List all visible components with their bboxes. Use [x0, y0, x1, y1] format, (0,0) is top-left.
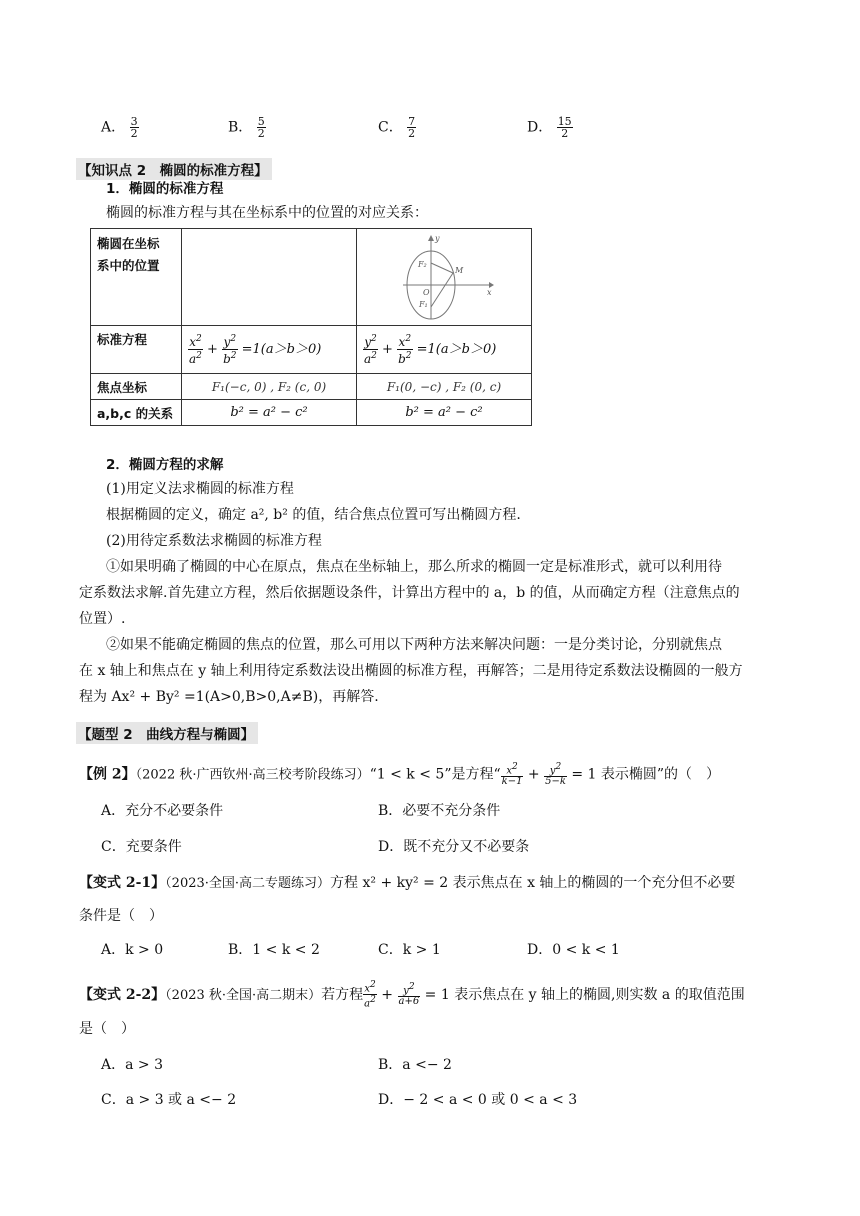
row-foci-label: 焦点坐标	[91, 374, 182, 400]
vertical-equation: $\frac{y^2}{a^2}$ + $\frac{x^2}{b^2}$ =1(a＞b＞0)	[357, 326, 532, 374]
method2-para1-line1: ①如果明确了椭圆的中心在原点，焦点在坐标轴上，那么所求的椭圆一定是标准形式，就可以利用待	[106, 559, 722, 575]
variant-tag: 【变式 2-1】	[79, 875, 166, 891]
ellipse-table	[90, 228, 532, 426]
vertical-relation: b² = a² − c²	[357, 400, 532, 426]
method1-body: 根据椭圆的定义，确定 a², b² 的值，结合焦点位置可写出椭圆方程.	[106, 507, 521, 523]
denominator: 2	[257, 127, 265, 140]
method2-para1-line2: 定系数法求解.首先建立方程，然后依据题设条件，计算出方程中的 a，b 的值，从而确定方程（注意焦点的	[79, 585, 740, 601]
y-label: y	[435, 234, 440, 243]
intro-text: 椭圆的标准方程与其在坐标系中的位置的对应关系：	[106, 205, 428, 221]
example2-option-b: B．必要不充分条件	[378, 803, 501, 819]
row-position-label	[91, 229, 182, 326]
horizontal-ellipse-cell	[182, 229, 357, 326]
variant22-option-b: B．a <− 2	[378, 1057, 452, 1073]
horizontal-foci: F₁(−c, 0) , F₂ (c, 0)	[182, 374, 357, 400]
question-text: “1 < k < 5”是方程“	[369, 766, 501, 783]
fraction	[557, 116, 573, 139]
origin-label: O	[423, 288, 430, 297]
variant22-question-line2: 是（ ）	[79, 1021, 135, 1037]
denominator: 2	[557, 127, 573, 139]
method1-title: (1)用定义法求椭圆的标准方程	[106, 481, 294, 497]
variant22-option-c: C．a > 3 或 a <− 2	[101, 1092, 237, 1108]
x-label: x	[487, 288, 492, 297]
option-letter: C．	[378, 119, 403, 136]
option-a	[101, 116, 139, 139]
example2-option-c: C．充要条件	[101, 839, 182, 855]
variant21-option-d: D．0 < k < 1	[527, 942, 620, 958]
variant21-option-b: B．1 < k < 2	[228, 942, 320, 958]
m-label: M	[455, 266, 464, 275]
example-tag: 【例 2】	[79, 766, 136, 783]
question-text: = 1 表示椭圆”的（ ）	[571, 766, 721, 783]
row-equation-label: 标准方程	[91, 326, 182, 374]
option-c	[378, 116, 416, 139]
vertical-foci: F₁(0, −c) , F₂ (0, c)	[357, 374, 532, 400]
option-letter: D．	[527, 119, 553, 136]
option-letter: B．	[228, 119, 253, 136]
method2-para2-line1: ②如果不能确定椭圆的焦点的位置，那么可用以下两种方法来解决问题：一是分类讨论，分别就焦点	[106, 637, 722, 653]
numerator: 5	[257, 115, 265, 128]
example2-question: 【例 2】（2022 秋·广西钦州·高三校考阶段练习）“1 < k < 5”是方程“ $\frac{x^2}{k-1}$ + $\frac{y^2}{5-k}$ = 1 表示椭圆”的（ ）	[79, 762, 721, 788]
numerator: 7	[408, 115, 416, 128]
horizontal-equation: $\frac{x^2}{a^2}$ + $\frac{y^2}{b^2}$ =1(a＞b＞0)	[182, 326, 357, 374]
variant21-question	[79, 873, 735, 894]
method2-para2-line2: 在 x 轴上和焦点在 y 轴上利用待定系数法设出椭圆的标准方程，再解答；二是用待定系数法设椭圆的一般方	[79, 663, 743, 679]
focal-radius-2	[431, 273, 453, 307]
f1-label: F₁	[419, 300, 428, 309]
fraction: $\frac{y^2}{5-k}$	[545, 762, 566, 788]
subheading-standard-equation: 1．椭圆的标准方程	[106, 181, 224, 197]
option-b	[228, 116, 266, 139]
option-letter: A．	[101, 119, 126, 136]
row-relation-label: a,b,c 的关系	[91, 400, 182, 426]
fraction: $\frac{x^2}{a^2}$	[364, 980, 376, 1010]
y-arrow	[428, 235, 434, 241]
horizontal-relation: b² = a² − c²	[182, 400, 357, 426]
fraction	[130, 116, 139, 139]
source: （2022 秋·广西钦州·高三校考阶段练习）	[135, 767, 370, 783]
example2-option-a: A．充分不必要条件	[101, 803, 224, 819]
denominator: 2	[408, 127, 416, 140]
method2-para2-line3: 程为 Ax² + By² =1(A>0,B>0,A≠B)，再解答.	[79, 689, 379, 705]
variant22-question: 【变式 2-2】（2023 秋·全国·高二期末）若方程 $\frac{x^2}{a^2}$ + $\frac{y^2}{a+6}$ = 1 表示焦点在 y 轴上的椭圆,则实数 a 的取值范围	[79, 980, 745, 1010]
x2-over-b2: $\frac{x^2}{b^2}$	[398, 334, 412, 366]
variant21-question-line2: 条件是（ ）	[79, 908, 163, 924]
numerator: 3	[130, 115, 138, 128]
variant22-option-d: D．− 2 < a < 0 或 0 < a < 3	[378, 1092, 578, 1108]
label-line: 系中的位置	[97, 258, 160, 273]
variant21-option-c: C．k > 1	[378, 942, 441, 958]
vertical-ellipse-cell	[357, 229, 532, 326]
fraction: $\frac{x^2}{k-1}$	[501, 762, 523, 788]
example2-option-d: D．既不充分又不必要条	[378, 839, 530, 855]
question-text: 方程 x² + ky² = 2 表示焦点在 x 轴上的椭圆的一个充分但不必要	[330, 875, 736, 891]
method2-para1-line3: 位置）.	[79, 611, 126, 627]
fraction	[407, 116, 416, 139]
numerator: 15	[557, 115, 572, 128]
option-d	[527, 116, 573, 139]
equation-tail: =1(a＞b＞0)	[416, 342, 497, 357]
question-text: = 1 表示焦点在 y 轴上的椭圆,则实数 a 的取值范围	[424, 986, 745, 1003]
question-text: 若方程	[321, 986, 364, 1003]
label-line: 椭圆在坐标	[97, 236, 160, 251]
subheading-solving: 2．椭圆方程的求解	[106, 457, 224, 473]
fraction	[257, 116, 266, 139]
equation-tail: =1(a＞b＞0)	[241, 342, 322, 357]
y2-over-a2: $\frac{y^2}{a^2}$	[364, 334, 377, 366]
y2-over-b2: $\frac{y^2}{b^2}$	[223, 334, 237, 366]
source: （2023·全国·高二专题练习）	[165, 876, 331, 891]
variant22-option-a: A．a > 3	[101, 1057, 163, 1073]
x2-over-a2: $\frac{x^2}{a^2}$	[189, 334, 202, 366]
vertical-ellipse-diagram	[397, 233, 497, 321]
variant21-option-a: A．k > 0	[101, 942, 164, 958]
type-heading: 【题型 2 曲线方程与椭圆】	[76, 722, 258, 744]
source: （2023 秋·全国·高二期末）	[165, 987, 322, 1003]
knowledge-heading: 【知识点 2 椭圆的标准方程】	[76, 158, 272, 180]
fraction: $\frac{y^2}{a+6}$	[398, 982, 420, 1008]
variant-tag: 【变式 2-2】	[79, 986, 166, 1003]
method2-title: (2)用待定系数法求椭圆的标准方程	[106, 533, 322, 549]
f2-label: F₂	[418, 260, 427, 269]
denominator: 2	[130, 127, 138, 140]
